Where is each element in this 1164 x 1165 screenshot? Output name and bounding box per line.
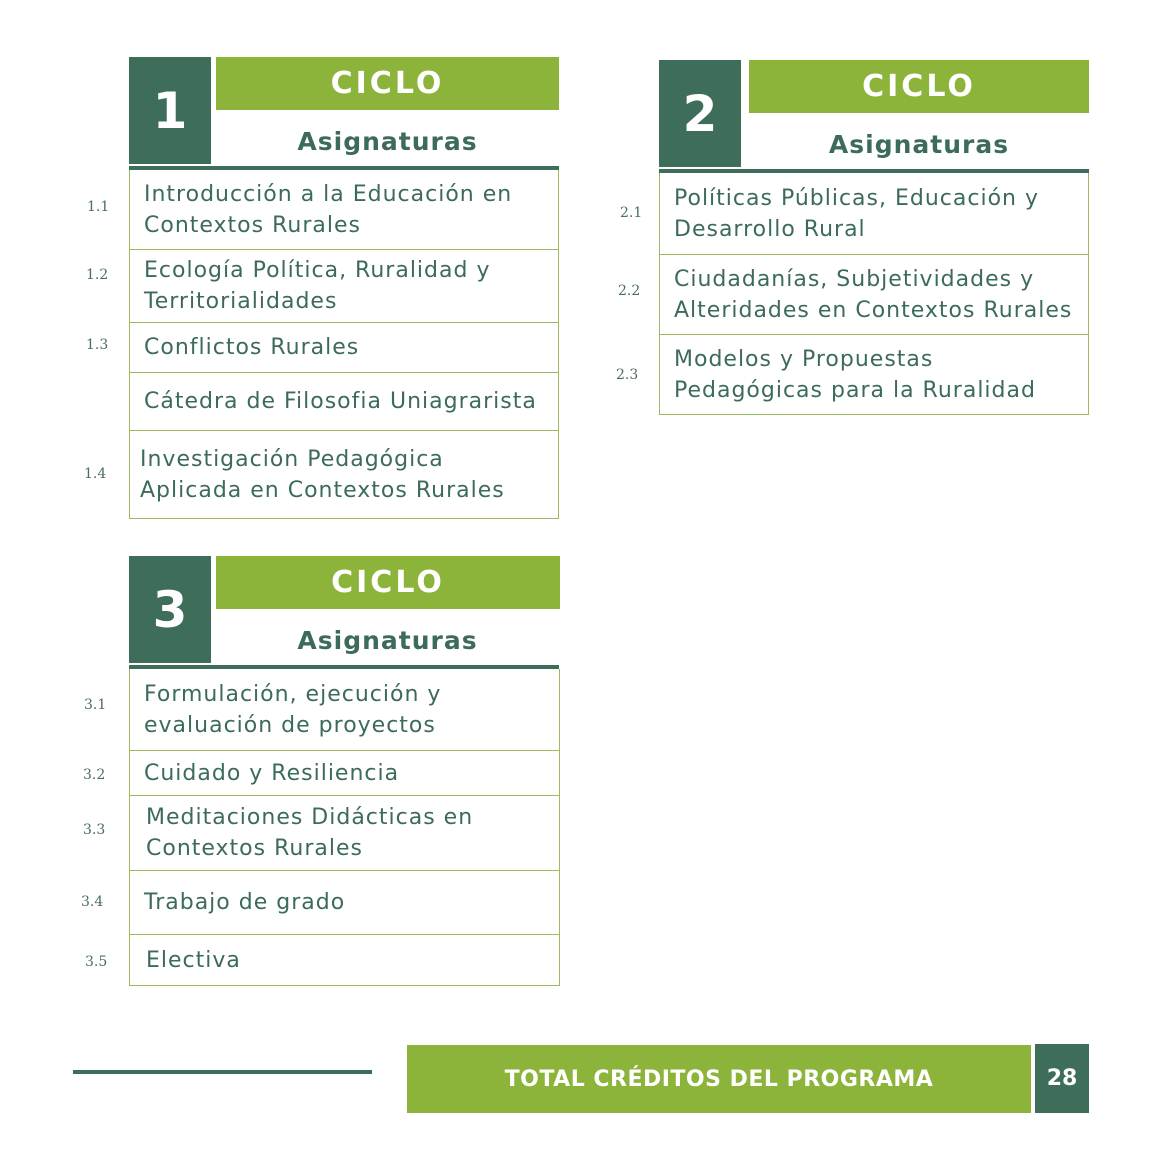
subject-name: Ecología Política, Ruralidad y Territorialidades — [144, 258, 491, 314]
subject-code: 2.1 — [620, 205, 643, 221]
subject-code: 1.4 — [84, 466, 107, 482]
subject-table — [129, 170, 559, 519]
subject-code: 1.3 — [86, 337, 109, 353]
subject-row — [660, 255, 1088, 335]
subject-row — [130, 935, 559, 985]
subject-row — [130, 170, 558, 250]
subject-name: Meditaciones Didácticas en Contextos Rurales — [146, 805, 474, 861]
subject-name: Investigación Pedagógica Aplicada en Contextos Rurales — [140, 446, 505, 503]
total-credits-label: TOTAL CRÉDITOS DEL PROGRAMA — [407, 1045, 1031, 1113]
cycle-subtitle: Asignaturas — [828, 129, 1010, 159]
subject-name: Cuidado y Resiliencia — [144, 760, 400, 786]
subject-row — [130, 373, 558, 431]
cycle-title: CICLO — [749, 60, 1089, 113]
subject-name: Políticas Públicas, Educación y Desarrollo Rural — [674, 185, 1039, 242]
subject-row — [660, 173, 1088, 255]
subject-row — [130, 323, 558, 373]
cycle-title: CICLO — [216, 57, 559, 110]
subject-name: Formulación, ejecución y evaluación de proyectos — [144, 681, 442, 738]
subject-name: Ciudadanías, Subjetividades y Alteridades en Contextos Rurales — [674, 266, 1073, 323]
subject-row — [130, 796, 559, 871]
cycle-number: 3 — [129, 556, 211, 663]
subject-name: Modelos y Propuestas Pedagógicas para la Ruralidad — [674, 346, 1036, 403]
subject-code: 1.1 — [87, 199, 110, 215]
cycle-number: 2 — [659, 60, 741, 167]
cycle-subtitle: Asignaturas — [297, 126, 478, 156]
subject-code: 3.3 — [83, 822, 106, 838]
subject-code: 3.2 — [83, 767, 106, 783]
subject-code: 3.4 — [81, 894, 104, 910]
footer-divider — [73, 1070, 372, 1074]
subject-table — [129, 669, 560, 986]
total-credits-value: 28 — [1035, 1044, 1089, 1113]
subject-row — [130, 751, 559, 796]
subject-name: Cátedra de Filosofia Uniagrarista — [144, 389, 537, 414]
subject-row — [130, 669, 559, 751]
cycle-number: 1 — [129, 57, 211, 164]
subject-name: Trabajo de grado — [144, 890, 346, 915]
subject-row — [130, 250, 558, 323]
subject-table — [659, 173, 1089, 415]
subject-code: 1.2 — [86, 267, 109, 283]
subject-name: Introducción a la Educación en Contextos Rurales — [144, 181, 513, 238]
subject-row — [130, 871, 559, 935]
subject-code: 3.5 — [85, 954, 108, 970]
subject-row — [130, 431, 558, 518]
subject-code: 3.1 — [84, 697, 107, 713]
subject-code: 2.3 — [616, 367, 639, 383]
subject-code: 2.2 — [618, 283, 641, 299]
subject-row — [660, 335, 1088, 414]
cycle-title: CICLO — [216, 556, 560, 609]
subject-name: Electiva — [146, 947, 241, 973]
cycle-subtitle: Asignaturas — [297, 625, 478, 655]
subject-name: Conflictos Rurales — [144, 335, 360, 360]
